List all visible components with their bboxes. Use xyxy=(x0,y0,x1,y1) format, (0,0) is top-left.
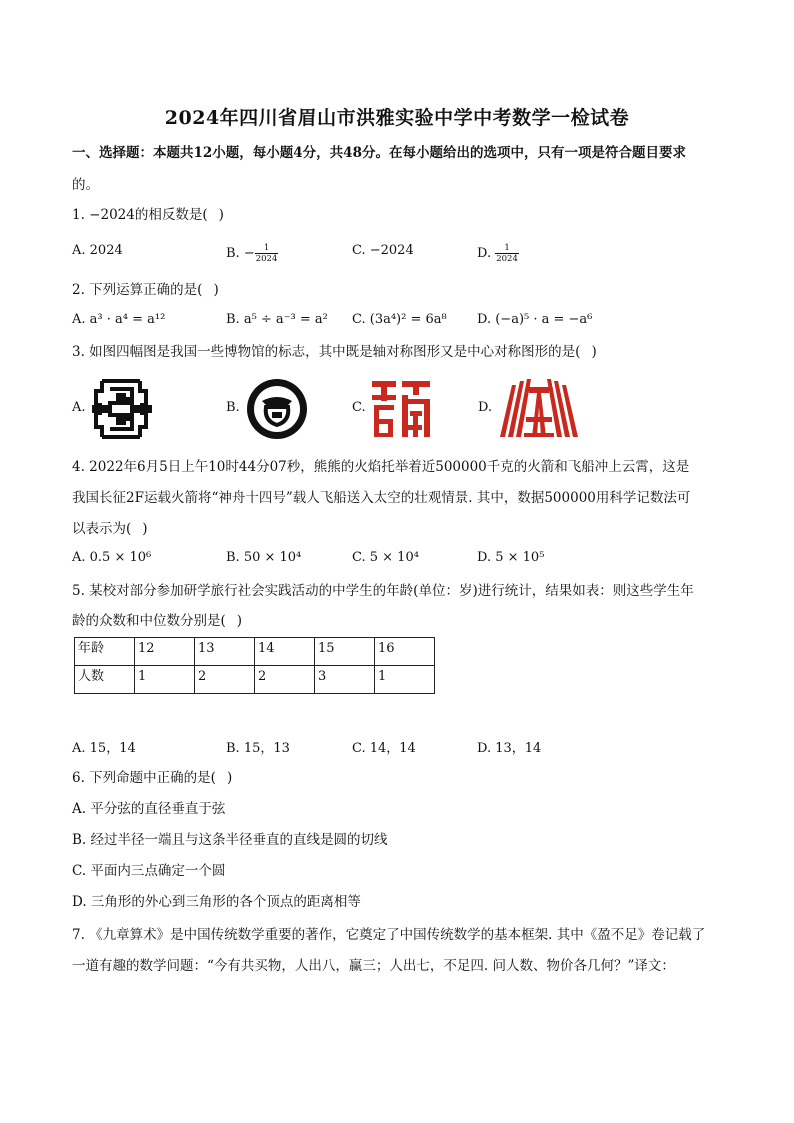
table-row xyxy=(75,638,435,666)
section-heading xyxy=(72,143,686,163)
q3-option-a-label: A. xyxy=(72,400,86,415)
q3-stem: 3. 如图四幅图是我国一些博物馆的标志，其中既是轴对称图形又是中心对称图形的是( ) xyxy=(72,344,597,360)
q4-stem-line-3: 以表示为( ) xyxy=(72,521,148,537)
q5-options xyxy=(72,737,722,759)
q1-option-d-fraction xyxy=(495,243,519,264)
q1-option-b-fraction xyxy=(255,243,279,264)
fraction-denominator: 2024 xyxy=(255,254,278,264)
q4-stem-line-2: 我国长征2F运载火箭将“神舟十四号”载人飞船送入太空的壮观情景. 其中，数据500000用科学记数法可 xyxy=(72,490,691,506)
q6-stem: 6. 下列命题中正确的是( ) xyxy=(72,770,233,786)
q6-option-a: A. 平分弦的直径垂直于弦 xyxy=(72,801,226,817)
table-cell: 16 xyxy=(375,638,435,666)
table-cell: 3 xyxy=(315,666,375,694)
fraction-numerator: 1 xyxy=(495,243,519,254)
table-cell: 15 xyxy=(315,638,375,666)
q2-option-b: B. a⁵ ÷ a⁻³ = a² xyxy=(226,312,328,327)
fraction-denominator: 2024 xyxy=(496,254,518,264)
q2-option-d: D. (−a)⁵ · a = −a⁶ xyxy=(477,312,593,327)
age-count-table xyxy=(74,637,435,694)
table-cell: 12 xyxy=(135,638,195,666)
q7-stem-line-2: 一道有趣的数学问题：“今有共买物，人出八，赢三；人出七，不足四. 问人数、物价各几何？”译文： xyxy=(72,958,675,974)
q4-option-a: A. 0.5 × 10⁶ xyxy=(72,550,152,565)
q3-option-b-label: B. xyxy=(226,400,240,415)
table-cell: 年龄 xyxy=(75,638,135,666)
q5-option-b: B. 15，13 xyxy=(226,741,290,756)
fraction-numerator: 1 xyxy=(255,243,279,254)
q3-option-d-label: D. xyxy=(478,400,493,415)
q1-option-d xyxy=(477,243,519,264)
q5-option-d: D. 13，14 xyxy=(477,741,542,756)
table-cell: 2 xyxy=(255,666,315,694)
vessel-circle-logo-icon xyxy=(244,377,310,441)
q3-option-c-label: C. xyxy=(352,400,366,415)
q2-option-a: A. a³ · a⁴ = a¹² xyxy=(72,312,166,327)
q6-option-c: C. 平面内三点确定一个圆 xyxy=(72,863,226,879)
page-title: 2024年四川省眉山市洪雅实验中学中考数学一检试卷 xyxy=(164,107,630,129)
q7-stem-line-1: 7. 《九章算术》是中国传统数学重要的著作，它奠定了中国传统数学的基本框架. 其中《盈不足》卷记载了 xyxy=(72,927,706,943)
q4-stem-line-1: 4. 2022年6月5日上午10时44分07秒，熊熊的火焰托举着近500000千克的火箭和飞船冲上云霄，这是 xyxy=(72,459,690,475)
q1-option-a: A. 2024 xyxy=(72,243,123,258)
q2-option-c: C. (3a⁴)² = 6a⁸ xyxy=(352,312,447,327)
ding-museum-logo-icon xyxy=(88,377,154,441)
section-heading-line-2: 的。 xyxy=(72,177,99,193)
section-heading-line-1: 一、选择题：本题共12小题，每小题4分，共48分。在每小题给出的选项中，只有一项是符合题目要求 xyxy=(72,145,686,161)
q4-option-c: C. 5 × 10⁴ xyxy=(352,550,419,565)
q4-option-d: D. 5 × 10⁵ xyxy=(477,550,545,565)
table-row xyxy=(75,666,435,694)
table-cell: 14 xyxy=(255,638,315,666)
q6-option-d: D. 三角形的外心到三角形的各个顶点的距离相等 xyxy=(72,894,361,910)
q5-stem-line-1: 5. 某校对部分参加研学旅行社会实践活动的中学生的年龄(单位：岁)进行统计，结果如表：则这些学生年 xyxy=(72,583,694,599)
table-cell: 人数 xyxy=(75,666,135,694)
table-cell: 13 xyxy=(195,638,255,666)
q2-stem: 2. 下列运算正确的是( ) xyxy=(72,282,219,298)
q5-option-c: C. 14，14 xyxy=(352,741,416,756)
q6-option-b: B. 经过半径一端且与这条半径垂直的直线是圆的切线 xyxy=(72,832,388,848)
q5-stem-line-2: 龄的众数和中位数分别是( ) xyxy=(72,613,243,629)
q1-option-b-sign: B. − xyxy=(226,246,255,261)
q1-options xyxy=(72,243,722,265)
q5-option-a: A. 15，14 xyxy=(72,741,136,756)
table-cell: 1 xyxy=(135,666,195,694)
q4-option-b: B. 50 × 10⁴ xyxy=(226,550,302,565)
q1-stem: 1. −2024的相反数是( ) xyxy=(72,207,224,223)
q4-options xyxy=(72,550,722,572)
q1-option-b xyxy=(226,243,278,264)
q1-option-d-label: D. xyxy=(477,246,496,261)
red-glyph-logo-icon xyxy=(368,377,434,441)
table-cell: 1 xyxy=(375,666,435,694)
table-cell: 2 xyxy=(195,666,255,694)
q1-option-c: C. −2024 xyxy=(352,243,414,258)
red-fan-gate-logo-icon xyxy=(496,377,582,441)
q2-options xyxy=(72,312,722,334)
